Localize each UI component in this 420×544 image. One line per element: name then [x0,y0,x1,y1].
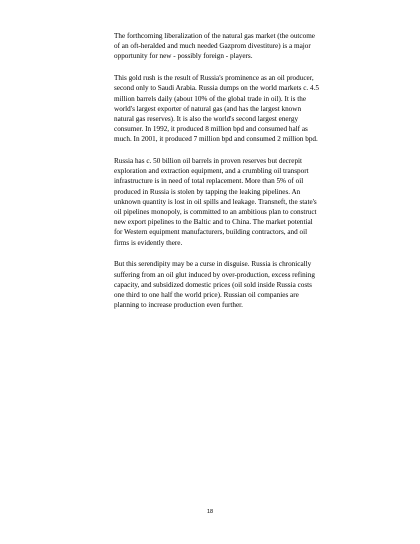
paragraph-oil-reserves-infrastructure: Russia has c. 50 billion oil barrels in proven reserves but decrepit exploration and extraction equipment, and a crumbling oil transport infrastructure is in need of total replacement. More than 5% of oil produced in Russia is stolen by tapping the leaking pipelines. An unknown quantity is lost in oil spills and leakage. Transneft, the state's oil pipelines monopoly, is committed to an ambitious plan to construct new export pipelines to the Baltic and to China. The market potential for Western equipment manufacturers, building contractors, and oil firms is evidently there. [114,157,317,247]
body-text [114,31,320,322]
paragraph-oil-glut-curse: But this serendipity may be a curse in disguise. Russia is chronically suffering from an oil glut induced by over-production, excess refining capacity, and subsidized domestic prices (oil sold inside Russia costs one third to one half the world price). Russian oil companies are planning to increase production even further. [114,260,315,310]
page-number: 18 [206,509,214,515]
paragraph-gas-market-liberalization: The forthcoming liberalization of the natural gas market (the outcome of an oft-heralded and much needed Gazprom divestiture) is a major opportunity for new - possibly foreign - players. [114,32,315,61]
paragraph-oil-producer-prominence: This gold rush is the result of Russia's prominence as an oil producer, second only to Saudi Arabia. Russia dumps on the world markets c. 4.5 million barrels daily (about 10% of the global trade in oil). It is the world's largest exporter of natural gas (and has the largest known natural gas reserves). It is also the world's second largest energy consumer. In 1992, it produced 8 million bpd and consumed half as much. In 2001, it produced 7 million bpd and consumed 2 million bpd. [114,74,320,144]
